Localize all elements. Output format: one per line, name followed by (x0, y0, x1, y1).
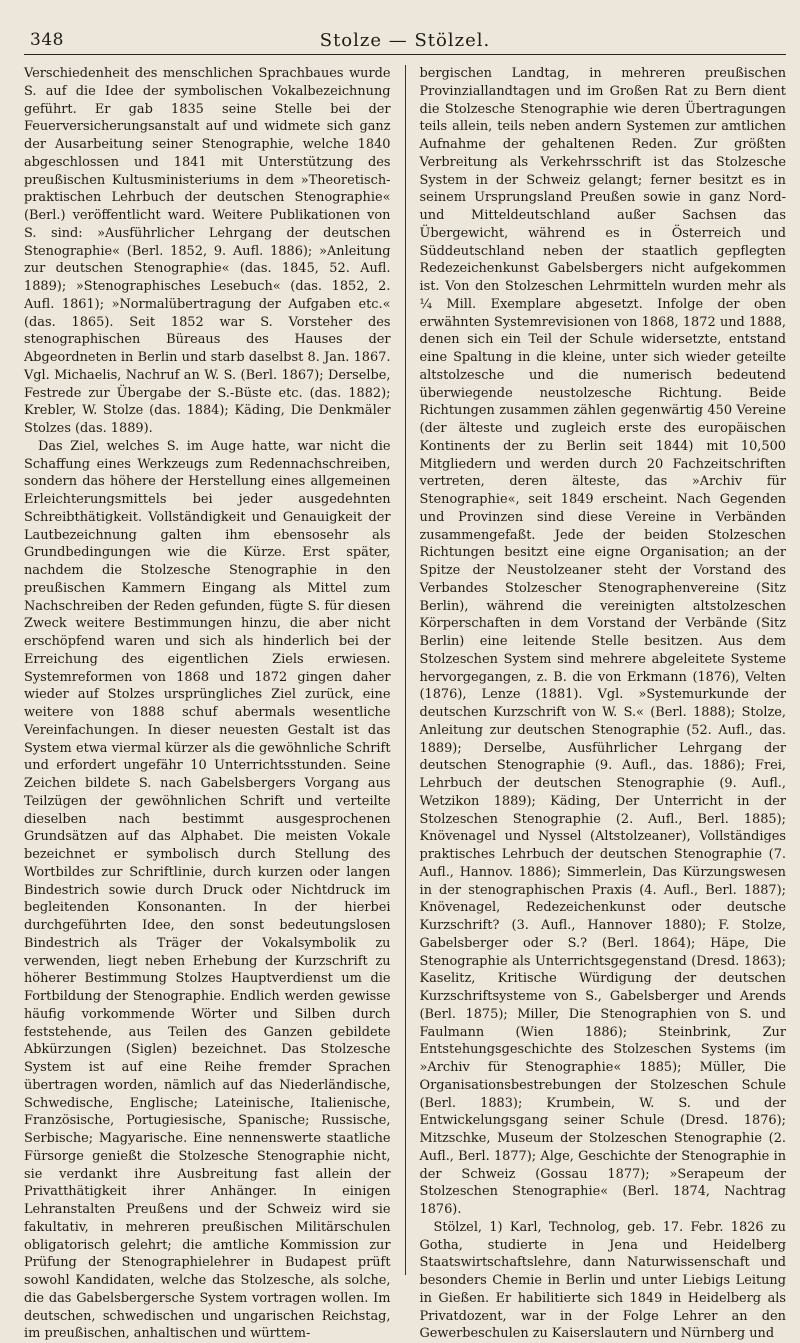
running-head: Stolze — Stölzel. (319, 30, 491, 51)
page-number: 348 (30, 30, 64, 50)
right-column (419, 65, 787, 1342)
paragraph: Das Ziel, welches S. im Auge hatte, war nicht die Schaffung eines Werkzeugs zum Redennachschreiben, sondern das höhere der Herstellung eines allgemeinen Erleichterungsmittels bei jeder ausgedehnten Schreibthätigkeit. Vollständigkeit und Genauigkeit der Lautbezeichnung galten ihm ebensosehr als Grundbedingungen wie die Kürze. Erst später, nachdem die Stolzesche Stenographie in den preußischen Kammern Eingang als Mittel zum Nachschreiben der Reden gefunden, fügte S. für diesen Zweck weitere Bestimmungen hinzu, die aber nicht erschöpfend waren und sich als hinderlich bei der Erreichung des eigentlichen Ziels erwiesen. Systemreformen von 1868 und 1872 gingen daher wieder auf Stolzes ursprüngliches Ziel zurück, eine weitere von 1888 schuf abermals wesentliche Vereinfachungen. In dieser neuesten Gestalt ist das System etwa viermal kürzer als die gewöhnliche Schrift und erfordert ungefähr 10 Unterrichtsstunden. Seine Zeichen bildete S. nach Gabelsbergers Vorgang aus Teilzügen der gewöhnlichen Schrift und verteilte dieselben nach bestimmt ausgesprochenen Grundsätzen auf das Alphabet. Die meisten Vokale bezeichnet er symbolisch durch Stellung des Wortbildes zur Schriftlinie, durch kurzen oder langen Bindestrich sowie durch Druck oder Nichtdruck im begleitenden Konsonanten. In der hierbei durchgeführten Idee, den sonst bedeutungslosen Bindestrich als Träger der Vokalsymbolik zu verwenden, liegt neben Erhebung der Kurzschrift zu höherer Bestimmung Stolzes Hauptverdienst um die Fortbildung der Stenographie. Endlich werden gewisse häufig vorkommende Wörter und Silben durch feststehende, aus Teilen des Ganzen gebildete Abkürzungen (Siglen) bezeichnet. Das Stolzesche System ist auf eine Reihe fremder Sprachen übertragen worden, nämlich auf das Niederländische, Schwedische, Englische; Lateinische, Italienische, Französische, Portugiesische, Spanische; Russische, Serbische; Magyarische. Eine nennenswerte staatliche Fürsorge genießt die Stolzesche Stenographie nicht, sie verdankt ihre Ausbreitung fast allein der Privatthätigkeit ihrer Anhänger. In einigen Lehranstalten Preußens und der Schweiz wird sie fakultativ, in mehreren preußischen Militärschulen obligatorisch gelehrt; die amtliche Kommission zur Prüfung der Stenographielehrer in Budapest prüft sowohl Kandidaten, welche das Stolzesche, als solche, die das Gabelsbergersche System vortragen wollen. Im deutschen, schwedischen und ungarischen Reichstag, im preußischen, anhaltischen und württem- (24, 438, 391, 1342)
left-column (24, 65, 391, 1342)
page-header (24, 26, 786, 55)
paragraph: Stölzel, 1) Karl, Technolog, geb. 17. Febr. 1826 zu Gotha, studierte in Jena und Heidelberg Staatswirtschaftslehre, dann Naturwissenschaft und besonders Chemie in Berlin und unter Liebigs Leitung in Gießen. Er habilitierte sich 1849 in Heidelberg als Privatdozent, war in der Folge Lehrer an den Gewerbeschulen zu Kaiserslautern und Nürnberg und (419, 1219, 786, 1342)
paragraph: Verschiedenheit des menschlichen Sprachbaues wurde S. auf die Idee der symbolischen Vokalbezeichnung geführt. Er gab 1835 seine Stelle bei der Feuerversicherungsanstalt auf und widmete sich ganz der Ausarbeitung seiner Stenographie, welche 1840 abgeschlossen und 1841 mit Unterstützung des preußischen Kultusministeriums in dem »Theoretisch-praktischen Lehrbuch der deutschen Stenographie« (Berl.) veröffentlicht ward. Weitere Publikationen von S. sind: »Ausführlicher Lehrgang der deutschen Stenographie« (Berl. 1852, 9. Aufl. 1886); »Anleitung zur deutschen Stenographie« (das. 1845, 52. Aufl. 1889); »Stenographisches Lesebuch« (das. 1852, 2. Aufl. 1861); »Normalübertragung der Aufgaben etc.« (das. 1865). Seit 1852 war S. Vorsteher des stenographischen Büreaus des Hauses der Abgeordneten in Berlin und starb daselbst 8. Jan. 1867. Vgl. Michaelis, Nachruf an W. S. (Berl. 1867); Derselbe, Festrede zur Übergabe der S.-Büste etc. (das. 1882); Krebler, W. Stolze (das. 1884); Käding, Die Denkmäler Stolzes (das. 1889). (24, 66, 391, 436)
column-divider (405, 65, 406, 1275)
paragraph: bergischen Landtag, in mehreren preußischen Provinziallandtagen und im Großen Rat zu Bern dient die Stolzesche Stenographie wie deren Übertragungen teils allein, teils neben andern Systemen zur amtlichen Aufnahme der gehaltenen Reden. Zur größten Verbreitung als Verkehrsschrift ist das Stolzesche System in der Schweiz gelangt; ferner besitzt es in seinem Ursprungsland Preußen sowie in ganz Nord- und Mitteldeutschland außer Sachsen das Übergewicht, während es in Österreich und Süddeutschland neben der staatlich gepflegten Redezeichenkunst Gabelsbergers nicht aufgekommen ist. Von den Stolzeschen Lehrmitteln wurden mehr als ¼ Mill. Exemplare abgesetzt. Infolge der oben erwähnten Systemrevisionen von 1868, 1872 und 1888, denen sich ein Teil der Schule widersetzte, entstand eine Spaltung in die kleine, unter sich wieder geteilte altstolzesche und die numerisch bedeutend überwiegende neustolzesche Richtung. Beide Richtungen zusammen zählen gegenwärtig 450 Vereine (der älteste und zugleich erste des europäischen Kontinents der zu Berlin seit 1844) mit 10,500 Mitgliedern und werden durch 20 Fachzeitschriften vertreten, deren älteste, das »Archiv für Stenographie«, seit 1849 erscheint. Nach Gegenden und Provinzen sind diese Vereine in Verbänden zusammengefaßt. Jede der beiden Stolzeschen Richtungen besitzt eine eigne Organisation; an der Spitze der Neustolzeaner steht der Vorstand des Verbandes Stolzescher Stenographenvereine (Sitz Berlin), während die vereinigten altstolzeschen Körperschaften in dem Vorstand der Verbände (Sitz Berlin) eine leitende Stelle besitzen. Aus dem Stolzeschen System sind mehrere abgeleitete Systeme hervorgegangen, z. B. die von Erkmann (1876), Velten (1876), Lenze (1881). Vgl. »Systemurkunde der deutschen Kurzschrift von W. S.« (Berl. 1888); Stolze, Anleitung zur deutschen Stenographie (52. Aufl., das. 1889); Derselbe, Ausführlicher Lehrgang der deutschen Stenographie (9. Aufl., das. 1886); Frei, Lehrbuch der deutschen Stenographie (9. Aufl., Wetzikon 1889); Käding, Der Unterricht in der Stolzeschen Stenographie (2. Aufl., Berl. 1885); Knövenagel und Nyssel (Altstolzeaner), Vollständiges praktisches Lehrbuch der deutschen Stenographie (7. Aufl., Hannov. 1886); Simmerlein, Das Kürzungswesen in der stenographischen Praxis (4. Aufl., Berl. 1887); Knövenagel, Redezeichenkunst oder deutsche Kurzschrift? (3. Aufl., Hannover 1880); F. Stolze, Gabelsberger oder S.? (Berl. 1864); Häpe, Die Stenographie als Unterrichtsgegenstand (Dresd. 1863); Kaselitz, Kritische Würdigung der deutschen Kurzschriftsysteme von S., Gabelsberger und Arends (Berl. 1875); Miller, Die Stenographien von S. und Faulmann (Wien 1886); Steinbrink, Zur Entstehungsgeschichte des Stolzeschen Systems (im »Archiv für Stenographie« 1885); Müller, Die Organisationsbestrebungen der Stolzeschen Schule (Berl. 1883); Krumbein, W. S. und der Entwickelungsgang seiner Schule (Dresd. 1876); Mitzschke, Museum der Stolzeschen Stenographie (2. Aufl., Berl. 1877); Alge, Geschichte der Stenographie in der Schweiz (Gossau 1877); »Serapeum der Stolzeschen Stenographie« (Berl. 1874, Nachtrag 1876). (419, 66, 786, 1217)
text-columns (24, 65, 786, 1342)
